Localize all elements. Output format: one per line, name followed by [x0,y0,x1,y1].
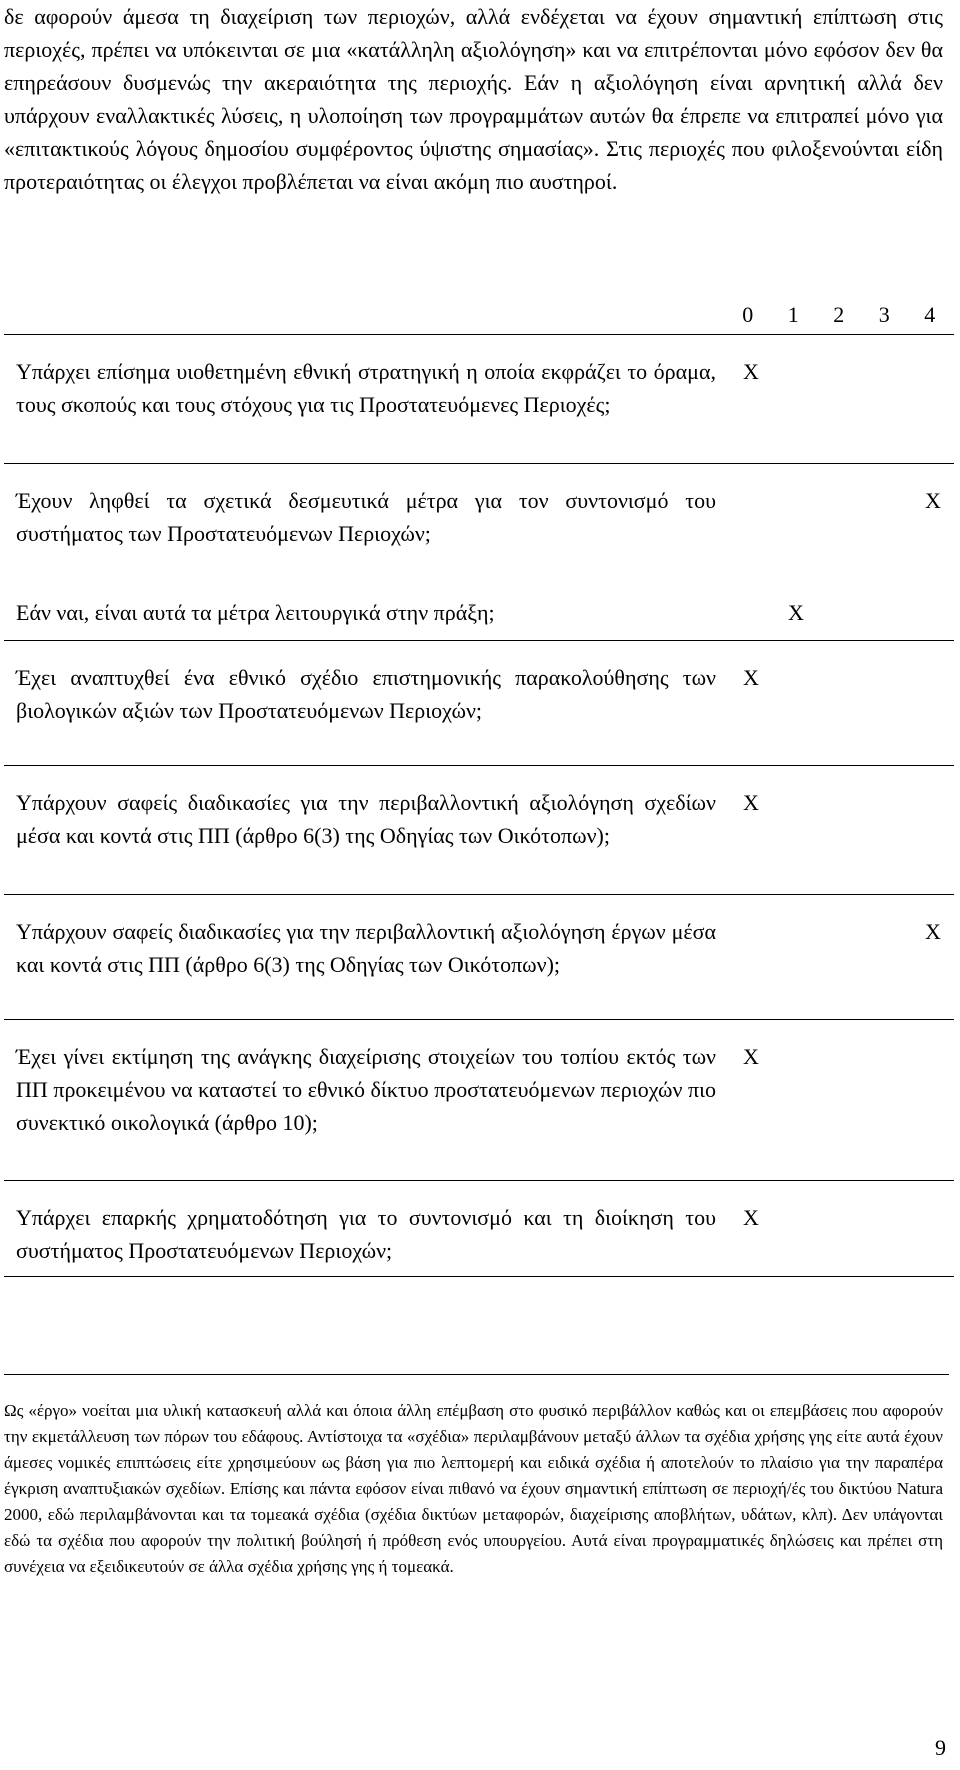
question-text: Υπάρχουν σαφείς διαδικασίες για την περιβαλλοντική αξιολόγηση σχεδίων μέσα και κοντά στις ΠΠ (άρθρο 6(3) της Οδηγίας των Οικότοπων); [16,790,716,848]
question-row [4,586,954,640]
assessment-table [4,334,954,1277]
scale-4: 4 [924,302,936,327]
question-row [4,1019,954,1180]
question-row [4,894,954,1019]
question-text: Έχει αναπτυχθεί ένα εθνικό σχέδιο επιστημονικής παρακολούθησης των βιολογικών αξιών των Προστατευόμενων Περιοχών; [16,665,716,723]
score-mark: X [925,919,941,944]
question-text: Έχει γίνει εκτίμηση της ανάγκης διαχείρισης στοιχείων του τοπίου εκτός των ΠΠ προκειμένου να καταστεί το εθνικό δίκτυο προστατευόμενων περιοχών πιο συνεκτικό οικολογικά (άρθρο 10); [16,1044,716,1135]
score-mark: X [743,1205,759,1230]
score-mark: X [743,359,759,384]
score-mark: X [925,488,941,513]
question-text: Υπάρχει επαρκής χρηματοδότηση για το συντονισμό και τη διοίκηση του συστήματος Προστατευόμενων Περιοχών; [16,1205,716,1263]
question-row [4,765,954,894]
question-row [4,640,954,765]
footnote-divider [4,1374,949,1375]
scale-2: 2 [833,302,845,327]
score-mark: X [743,790,759,815]
question-text: Εάν ναι, είναι αυτά τα μέτρα λειτουργικά στην πράξη; [16,600,495,625]
question-text: Υπάρχει επίσημα υιοθετημένη εθνική στρατηγική η οποία εκφράζει το όραμα, τους σκοπούς και τους στόχους για τις Προστατευόμενες Περιοχές; [16,359,716,417]
question-row [4,463,954,586]
question-text: Υπάρχουν σαφείς διαδικασίες για την περιβαλλοντική αξιολόγηση έργων μέσα και κοντά στις ΠΠ (άρθρο 6(3) της Οδηγίας των Οικότοπων); [16,919,716,977]
score-scale-header [725,300,955,330]
question-row [4,1180,954,1276]
scale-1: 1 [787,302,799,327]
question-text: Έχουν ληφθεί τα σχετικά δεσμευτικά μέτρα για τον συντονισμό του συστήματος των Προστατευόμενων Περιοχών; [16,488,716,546]
scale-3: 3 [878,302,890,327]
score-mark: X [743,665,759,690]
page-number: 9 [935,1735,946,1760]
intro-paragraph: δε αφορούν άμεσα τη διαχείριση των περιοχών, αλλά ενδέχεται να έχουν σημαντική επίπτωση στις περιοχές, πρέπει να υπόκεινται σε μια «κατάλληλη αξιολόγηση» και να επιτρέπονται μόνο εφόσον δεν θα επηρεάσουν δυσμενώς την ακεραιότητα της περιοχής. Εάν η αξιολόγηση είναι αρνητική αλλά δεν υπάρχουν εναλλακτικές λύσεις, η υλοποίηση των προγραμμάτων αυτών θα έπρεπε να επιτραπεί μόνο για «επιτακτικούς λόγους δημοσίου συμφέροντος ύψιστης σημασίας». Στις περιοχές που φιλοξενούνται είδη προτεραιότητας οι έλεγχοι προβλέπεται να είναι ακόμη πιο αυστηροί. [4,4,943,194]
scale-0: 0 [742,302,754,327]
score-mark: X [788,600,804,625]
score-mark: X [743,1044,759,1069]
question-row [4,334,954,463]
footnote: Ως «έργο» νοείται μια υλική κατασκευή αλλά και όποια άλλη επέμβαση στο φυσικό περιβάλλον καθώς και οι επεμβάσεις που αφορούν την εκμετάλλευση των πόρων του εδάφους. Αντίστοιχα τα «σχέδια» περιλαμβάνουν μεταξύ άλλων τα σχέδια χρήσης γης είτε αυτά έχουν άμεσες νομικές επιπτώσεις είτε χρησιμεύουν ως βάση για πιο λεπτομερή και ειδικά σχέδια ή αποτελούν το πλαίσιο για την παραπέρα έγκριση αναπτυξιακών σχεδίων. Επίσης και πάντα εφόσον είναι πιθανό να έχουν σημαντική επίπτωση σε περιοχή/ές του δικτύου Natura 2000, εδώ περιλαμβάνονται και τα τομεακά σχέδια (σχέδια δικτύων μεταφορών, διαχείρισης αποβλήτων, υδάτων, κλπ). Δεν υπάγονται εδώ τα σχέδια που αφορούν την πολιτική βούλησή ή πρόθεση ενός υπουργείου. Αυτά είναι προγραμματικές δηλώσεις και πρέπει στη συνέχεια να εξειδικευτούν σε άλλα σχέδια χρήσης γης ή τομεακά. [4,1401,943,1576]
